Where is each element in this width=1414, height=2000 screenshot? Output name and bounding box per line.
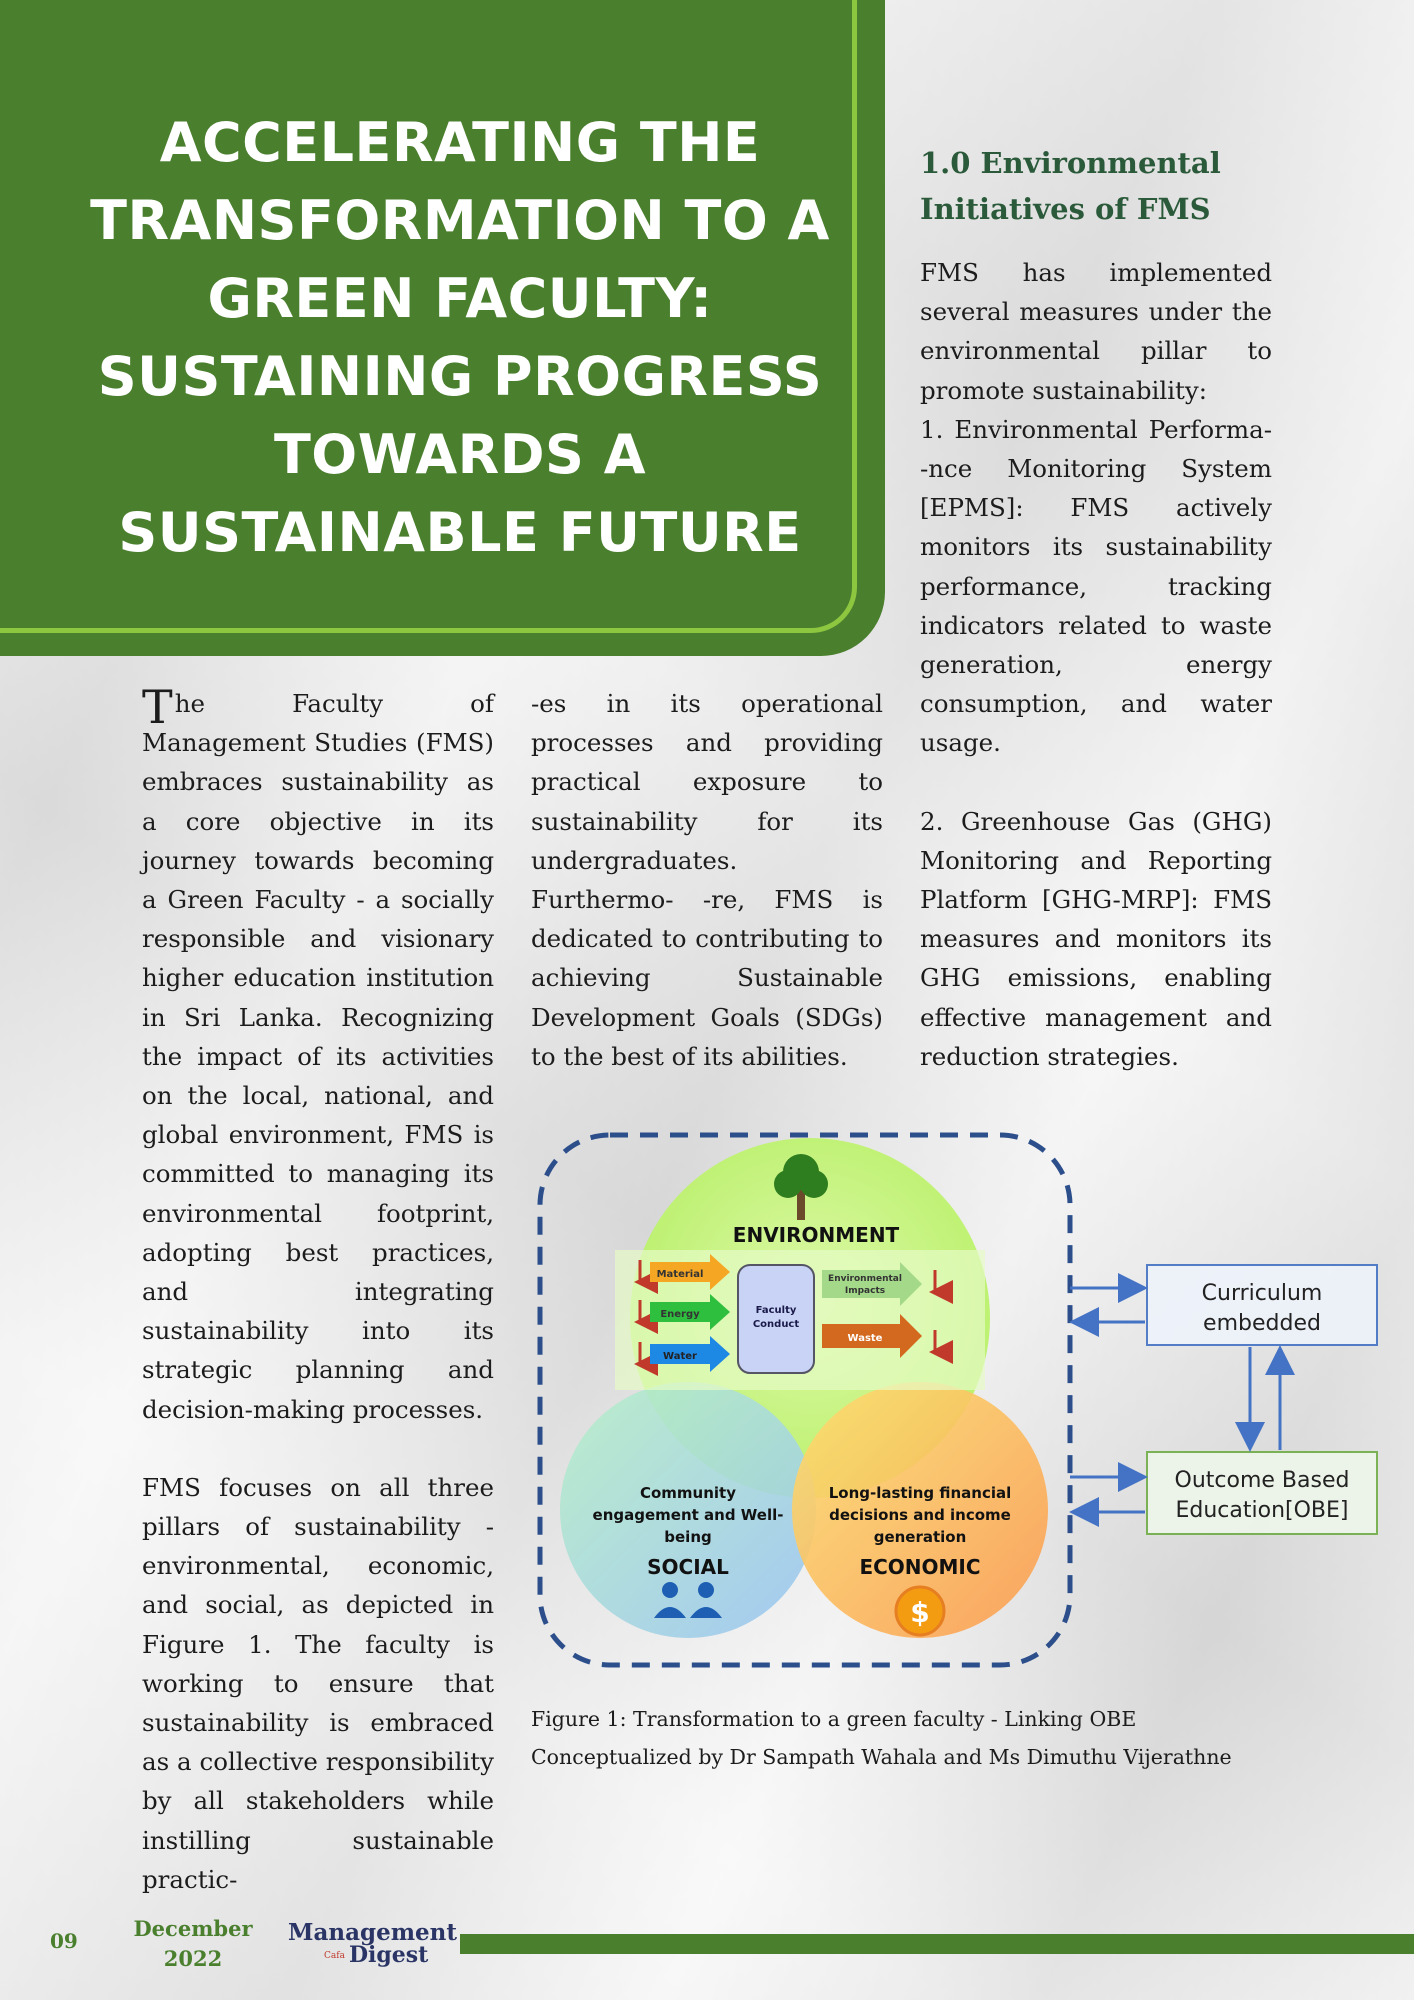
economic-label: ECONOMIC	[859, 1555, 981, 1579]
output-impacts-line2: Impacts	[844, 1286, 886, 1296]
col1-paragraph-1	[142, 680, 494, 1429]
caption-line-2: Conceptualized by Dr Sampath Wahala and Ms Dimuthu Vijerathne	[531, 1745, 1232, 1769]
input-energy-label: Energy	[660, 1309, 700, 1320]
curriculum-line2: embedded	[1203, 1311, 1321, 1336]
magazine-logo	[288, 1919, 458, 1968]
economic-desc-line1: Long-lasting financial	[828, 1484, 1012, 1502]
economic-desc-line3: generation	[873, 1528, 967, 1546]
section-heading: 1.0 Environmental Initiatives of FMS	[920, 146, 1221, 226]
economic-desc-line2: decisions and income	[829, 1506, 1011, 1524]
figure-caption	[531, 1700, 1391, 1776]
column-2	[531, 684, 883, 1076]
figure-1	[530, 1120, 1410, 1680]
caption-line-1: Figure 1: Transformation to a green faculty - Linking OBE	[531, 1707, 1137, 1731]
col2-paragraph-1: -es in its operational processes and providing practical exposure to sustainability for its undergraduates. Furthermo- -re, FMS is dedicated to contributing to achieving Sustainable Development Goals (SDGs) to the best of its abilities.	[531, 689, 883, 1071]
faculty-conduct-line2: Conduct	[752, 1319, 800, 1330]
faculty-conduct-line1: Faculty	[755, 1305, 797, 1316]
logo-tag: Cafa	[324, 1951, 345, 1961]
output-impacts-line1: Environmental	[828, 1274, 902, 1284]
obe-line2: Education[OBE]	[1175, 1498, 1349, 1523]
col1-paragraph-2: FMS focuses on all three pillars of sustainability - environmental, economic, and social, as depicted in Figure 1. The faculty is working to ensure that sustainability is embraced as a collective responsibility by all stakeholders while instilling sustainable practic-	[142, 1472, 494, 1894]
col3-paragraph-2: 1. Environmental Performa- -nce Monitoring System [EPMS]: FMS actively monitors its sustainability performance, tracking indicators related to waste generation, energy consumption, and water usage.	[920, 414, 1272, 758]
dollar-coin-icon	[896, 1587, 944, 1635]
page-title: ACCELERATING THE TRANSFORMATION TO A GREEN FACULTY: SUSTAINING PROGRESS TOWARDS A SUSTAINABLE FUTURE	[90, 111, 830, 564]
obe-line1: Outcome Based	[1174, 1468, 1350, 1493]
social-desc-line3: being	[664, 1528, 712, 1546]
curriculum-line1: Curriculum	[1201, 1281, 1323, 1306]
social-label: SOCIAL	[647, 1555, 729, 1579]
social-desc-line1: Community	[639, 1484, 737, 1502]
logo-line-2-text: Digest	[348, 1942, 429, 1968]
title-banner	[0, 0, 885, 656]
col1-paragraph-1-text: he Faculty of Management Studies (FMS) embraces sustainability as a core objective in its journey towards becoming a Green Faculty - a socially responsible and visionary higher education institution in Sri Lanka. Recognizing the impact of its activities on the local, national, and global environment, FMS is committed to managing its environmental footprint, adopting best practices, and integrating sustainability into its strategic planning and decision-making processes.	[142, 689, 494, 1424]
column-3	[920, 253, 1272, 1076]
col3-paragraph-1: FMS has implemented several measures under the environmental pillar to promote sustainability:	[920, 258, 1272, 405]
svg-text:$: $	[910, 1596, 930, 1629]
output-waste-label: Waste	[847, 1333, 883, 1344]
input-material-label: Material	[656, 1269, 704, 1280]
page-number: 09	[50, 1929, 78, 1953]
logo-line-2	[288, 1944, 457, 1967]
input-water-label: Water	[663, 1351, 697, 1362]
col3-paragraph-3: 2. Greenhouse Gas (GHG) Monitoring and Reporting Platform [GHG-MRP]: FMS measures and monitors its GHG emissions, enabling effective management and reduction strategies.	[920, 806, 1272, 1071]
column-1	[142, 680, 494, 1899]
footer-bar	[460, 1934, 1414, 1954]
dropcap: T	[142, 680, 173, 734]
social-desc-line2: engagement and Well-	[592, 1506, 784, 1524]
logo-line-1: Management	[288, 1919, 458, 1946]
environment-label: ENVIRONMENT	[732, 1223, 900, 1247]
figure-diagram	[530, 1120, 1410, 1680]
issue-date: December 2022	[133, 1916, 253, 1971]
